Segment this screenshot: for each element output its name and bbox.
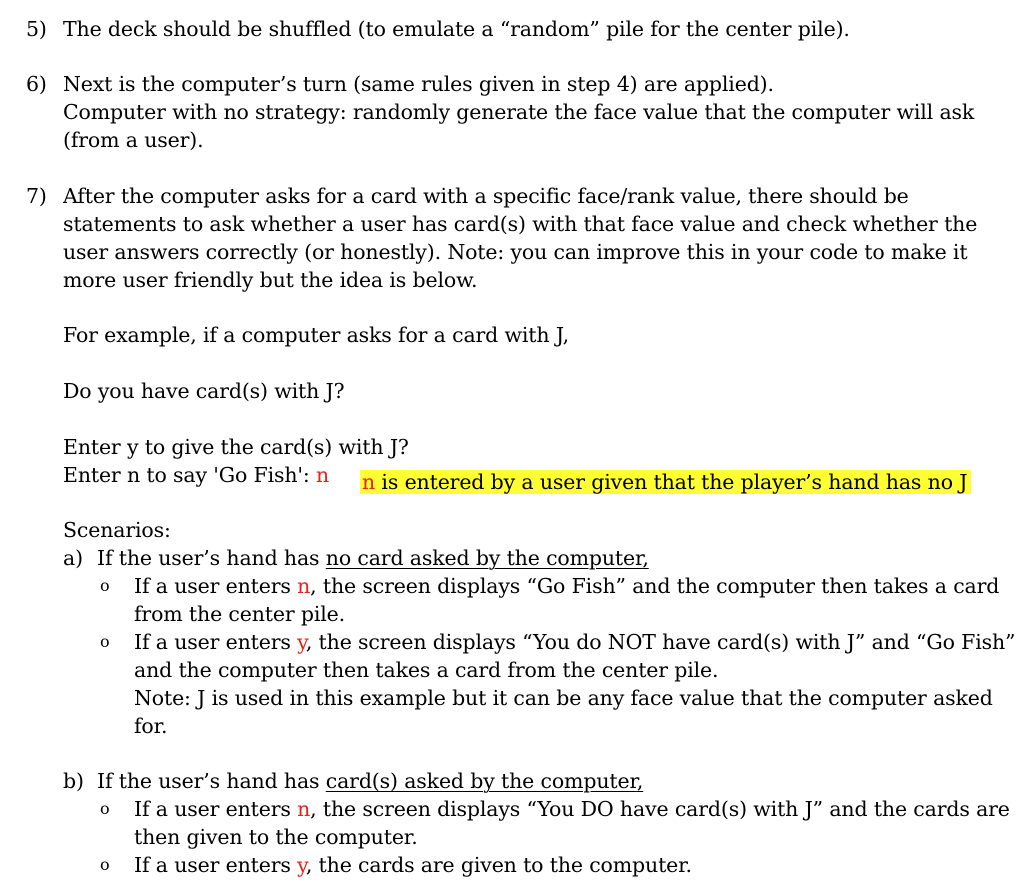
scenario-a-bullet-2-marker: o: [100, 632, 110, 651]
scenario-a-bullet-2: [134, 628, 1015, 656]
item-6-line-2: Computer with no strategy: randomly generate the face value that the computer will ask: [63, 100, 975, 124]
item-5-text: The deck should be shuffled (to emulate a “random” pile for the center pile).: [63, 17, 850, 41]
scenario-a-bullet-2-post: , the screen displays “You do NOT have card(s) with J” and “Go Fish”: [305, 630, 1016, 654]
item-5-number: 5): [26, 17, 47, 41]
scenario-a-note-line-2: for.: [134, 714, 168, 738]
scenario-a-bullet-1-marker: o: [100, 576, 110, 595]
scenario-b-underlined: card(s) asked by the computer: [325, 769, 637, 793]
item-7-line-2: statements to ask whether a user has card(s) with that face value and check whether the: [63, 212, 978, 236]
scenario-a-note-line-1: Note: J is used in this example but it can be any face value that the computer asked: [134, 686, 993, 710]
item-7-line-1: After the computer asks for a card with a specific face/rank value, there should be: [63, 184, 909, 208]
scenario-a-bullet-1-key: n: [297, 574, 311, 598]
scenario-b-bullet-1: [134, 795, 1010, 823]
item-7-number: 7): [26, 184, 47, 208]
prompt-enter-n-input: n: [316, 463, 330, 487]
highlight-note-key: n: [362, 470, 376, 494]
scenario-b-bullet-2-marker: o: [100, 855, 110, 874]
scenario-b-bullet-1-post: , the screen displays “You DO have card(s) with J” and the cards are: [310, 797, 1010, 821]
example-intro: For example, if a computer asks for a card with J,: [63, 323, 570, 347]
prompt-enter-y: Enter y to give the card(s) with J?: [63, 435, 409, 459]
scenario-b-suffix: ,: [636, 769, 644, 793]
scenario-b-heading: [97, 767, 643, 795]
item-6-line-1: Next is the computer’s turn (same rules given in step 4) are applied).: [63, 72, 774, 96]
highlight-note: [360, 468, 971, 496]
scenario-b-bullet-2-pre: If a user enters: [134, 853, 298, 877]
scenario-b-bullet-2: [134, 851, 692, 879]
item-7-line-4: more user friendly but the idea is below.: [63, 268, 478, 292]
prompt-enter-n-label: Enter n to say 'Go Fish':: [63, 463, 317, 487]
scenario-b-bullet-1-line-2: then given to the computer.: [134, 825, 418, 849]
scenario-a-bullet-1-line-2: from the center pile.: [134, 602, 346, 626]
scenario-b-bullet-2-key: y: [297, 853, 306, 877]
scenario-b-bullet-1-marker: o: [100, 799, 110, 818]
scenario-a-underlined: no card asked by the computer: [325, 546, 643, 570]
scenario-a-suffix: ,: [642, 546, 649, 570]
highlight-note-text: [360, 470, 971, 494]
scenario-a-bullet-2-line-2: and the computer then takes a card from the center pile.: [134, 658, 719, 682]
scenario-b-bullet-1-pre: If a user enters: [134, 797, 298, 821]
scenario-a-bullet-2-pre: If a user enters: [134, 630, 298, 654]
scenario-b-prefix: If the user’s hand has: [97, 769, 326, 793]
scenario-a-bullet-2-key: y: [297, 630, 306, 654]
item-7-line-3: user answers correctly (or honestly). Note: you can improve this in your code to make it: [63, 240, 968, 264]
scenario-b-label: b): [63, 769, 84, 793]
prompt-enter-n: [63, 461, 329, 489]
scenario-a-heading: [97, 544, 649, 572]
scenario-a-bullet-1-post: , the screen displays “Go Fish” and the computer then takes a card: [310, 574, 1000, 598]
scenario-a-bullet-1-pre: If a user enters: [134, 574, 298, 598]
item-6-line-3: (from a user).: [63, 128, 204, 152]
scenario-a-bullet-1: [134, 572, 999, 600]
scenario-b-bullet-2-post: , the cards are given to the computer.: [305, 853, 692, 877]
prompt-question: Do you have card(s) with J?: [63, 379, 345, 403]
item-6-number: 6): [26, 72, 47, 96]
scenario-a-label: a): [63, 546, 83, 570]
scenarios-heading: Scenarios:: [63, 518, 171, 542]
highlight-note-rest: is entered by a user given that the player’s hand has no J: [375, 470, 968, 494]
scenario-a-prefix: If the user’s hand has: [97, 546, 326, 570]
scenario-b-bullet-1-key: n: [297, 797, 311, 821]
